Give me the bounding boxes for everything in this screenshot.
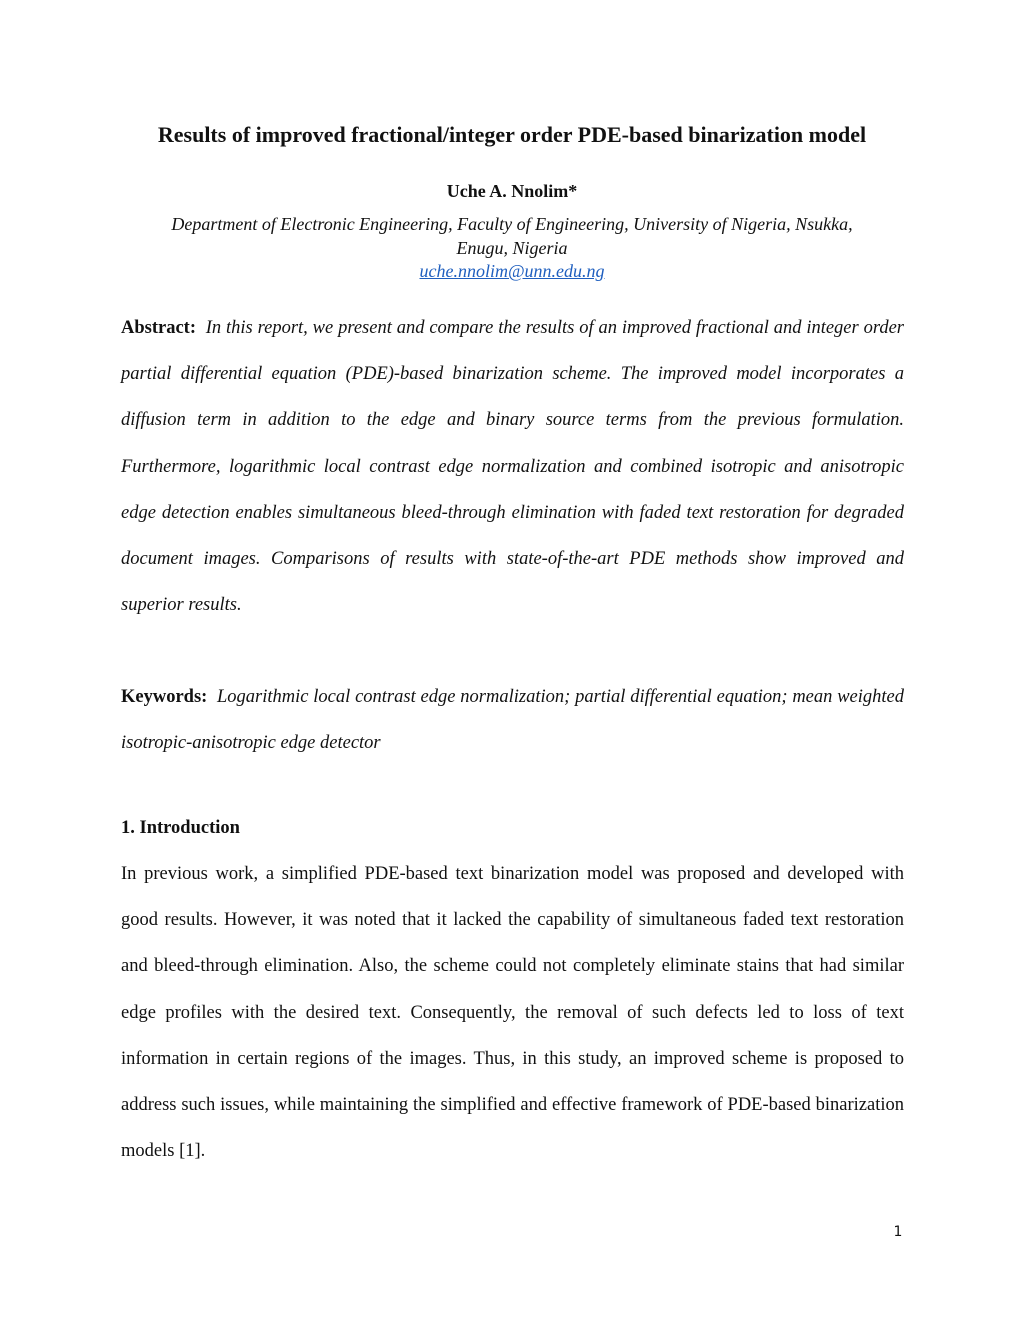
page-number: 1 bbox=[893, 1224, 903, 1240]
abstract-label: Abstract: bbox=[121, 318, 197, 338]
author-name: Uche A. Nnolim* bbox=[446, 181, 578, 201]
section-heading-introduction: 1. Introduction bbox=[121, 818, 240, 838]
introduction-paragraph: In previous work, a simplified PDE-based text binarization model was proposed and developed with good results. However, it was noted that it lacked the capability of simultaneous faded text restoration and bleed-through elimination. Also, the scheme could not completely eliminate stains that had similar edge profiles with the desired text. Consequently, the removal of such defects led to loss of text information in certain regions of the images. Thus, in this study, an improved scheme is proposed to address such issues, while maintaining the simplified and effective framework of PDE-based binarization models [1]. bbox=[121, 864, 904, 1162]
abstract bbox=[121, 305, 904, 628]
author-email-link[interactable]: uche.nnolim@unn.edu.ng bbox=[419, 261, 605, 281]
author-affiliation: Department of Electronic Engineering, Faculty of Engineering, University of Nigeria, Nsukka, Enugu, Nigeria bbox=[171, 214, 853, 258]
keywords bbox=[121, 674, 904, 766]
abstract-text: In this report, we present and compare the results of an improved fractional and integer order partial differential equation (PDE)-based binarization scheme. The improved model incorporates a diffusion term in addition to the edge and binary source terms from the previous formulation. Furthermore, logarithmic local contrast edge normalization and combined isotropic and anisotropic edge detection enables simultaneous bleed-through elimination with faded text restoration for degraded document images. Comparisons of results with state-of-the-art PDE methods show improved and superior results. bbox=[121, 318, 905, 616]
author-email-line bbox=[0, 259, 1024, 283]
keywords-label: Keywords: bbox=[121, 687, 208, 707]
paper-title: Results of improved fractional/integer order PDE-based binarization model bbox=[157, 122, 867, 147]
keywords-text: Logarithmic local contrast edge normalization; partial differential equation; mean weighted isotropic-anisotropic edge detector bbox=[121, 687, 905, 754]
